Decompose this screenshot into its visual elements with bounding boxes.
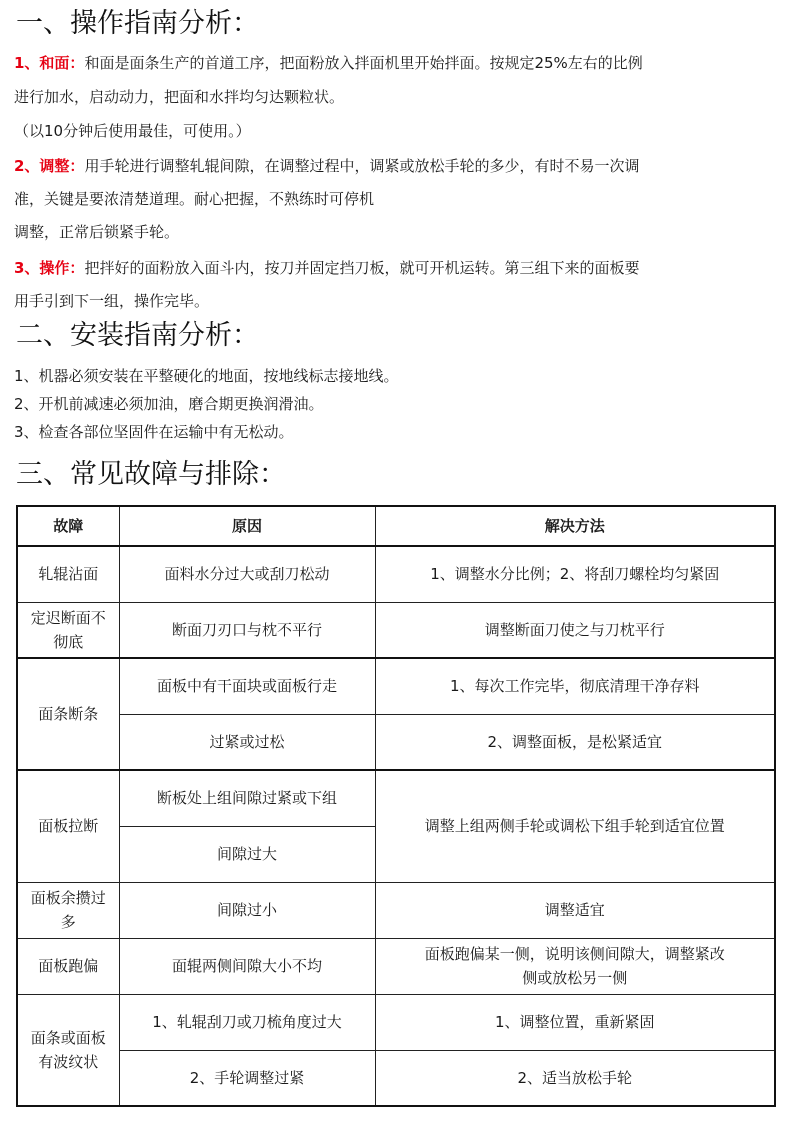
cause-cell: 间隙过小 <box>119 882 375 938</box>
cause-cell: 面板中有干面块或面板行走 <box>119 658 375 714</box>
solution-cell: 调整断面刀使之与刀枕平行 <box>375 602 775 658</box>
fault-line: 有波纹状 <box>38 1052 99 1071</box>
mixing-line-1: 和面是面条生产的首道工序，把面粉放入拌面机里开始拌面。按规定25%左右的比例 <box>84 54 643 72</box>
section-title-install: 二、安装指南分析： <box>16 320 259 351</box>
operate-line-1: 把拌好的面粉放入面斗内，按刀并固定挡刀板，就可开机运转。第三组下来的面板要 <box>84 259 640 277</box>
install-item-2: 2、开机前减速必须加油，磨合期更换润滑油。 <box>14 395 324 413</box>
cause-cell: 过紧或过松 <box>119 714 375 770</box>
fault-cell <box>17 882 119 938</box>
header-fault: 故障 <box>17 506 119 546</box>
table-row <box>17 938 775 994</box>
table-row <box>17 714 775 770</box>
fault-cell <box>17 994 119 1106</box>
label-adjust: 2、调整： <box>14 157 85 175</box>
table-row <box>17 602 775 658</box>
section-title-operation: 一、操作指南分析： <box>16 8 259 39</box>
operate-line-2: 用手引到下一组，操作完毕。 <box>14 292 210 310</box>
install-item-3: 3、检查各部位坚固件在运输中有无松动。 <box>14 423 294 441</box>
adjust-line-3: 调整，正常后锁紧手轮。 <box>14 223 180 241</box>
solution-line: 面板跑偏某一侧，说明该侧间隙大，调整紧改 <box>424 945 725 963</box>
mixing-line-2: 进行加水，启动动力，把面和水拌均匀达颗粒状。 <box>14 88 345 106</box>
label-operate: 3、操作： <box>14 259 85 277</box>
fault-cell <box>17 602 119 658</box>
fault-line: 定迟断面不 <box>30 608 106 627</box>
cause-cell: 2、手轮调整过紧 <box>119 1050 375 1106</box>
solution-cell: 调整适宜 <box>375 882 775 938</box>
paragraph-adjust <box>14 156 639 176</box>
solution-cell: 1、调整位置，重新紧固 <box>375 994 775 1050</box>
solution-line: 侧或放松另一侧 <box>522 969 628 987</box>
section-title-faults: 三、常见故障与排除： <box>16 459 286 490</box>
table-row <box>17 994 775 1050</box>
cause-cell: 面料水分过大或刮刀松动 <box>119 546 375 602</box>
cause-cell: 间隙过大 <box>119 826 375 882</box>
paragraph-operate <box>14 258 639 278</box>
table-row <box>17 546 775 602</box>
fault-cell: 面板拉断 <box>17 770 119 882</box>
solution-cell: 1、每次工作完毕，彻底清理干净存料 <box>375 658 775 714</box>
mixing-note: （以10分钟后使用最佳，可使用。） <box>14 122 251 140</box>
header-cause: 原因 <box>119 506 375 546</box>
cause-cell: 断板处上组间隙过紧或下组 <box>119 770 375 826</box>
cause-cell: 1、轧辊刮刀或刀梳角度过大 <box>119 994 375 1050</box>
solution-cell: 2、适当放松手轮 <box>375 1050 775 1106</box>
fault-cell: 面条断条 <box>17 658 119 770</box>
table-row <box>17 770 775 826</box>
fault-line: 面板余攒过 <box>30 889 106 907</box>
fault-line: 多 <box>60 913 76 931</box>
install-item-1: 1、机器必须安装在平整硬化的地面，按地线标志接地线。 <box>14 367 399 385</box>
table-row <box>17 658 775 714</box>
label-mixing: 1、和面： <box>14 54 85 72</box>
solution-cell: 1、调整水分比例；2、将刮刀螺栓均匀紧固 <box>375 546 775 602</box>
solution-cell <box>375 938 775 994</box>
fault-table <box>16 505 776 1107</box>
adjust-line-2: 准，关键是要浓清楚道理。耐心把握，不熟练时可停机 <box>14 190 375 208</box>
adjust-line-1: 用手轮进行调整轧辊间隙，在调整过程中，调紧或放松手轮的多少，有时不易一次调 <box>84 157 640 175</box>
fault-cell: 轧辊沾面 <box>17 546 119 602</box>
fault-cell: 面板跑偏 <box>17 938 119 994</box>
solution-cell: 调整上组两侧手轮或调松下组手轮到适宜位置 <box>375 770 775 882</box>
solution-cell: 2、调整面板，是松紧适宜 <box>375 714 775 770</box>
table-row <box>17 1050 775 1106</box>
paragraph-mixing <box>14 53 643 73</box>
cause-cell: 面辊两侧间隙大小不均 <box>119 938 375 994</box>
fault-line: 面条或面板 <box>30 1028 106 1047</box>
fault-line: 彻底 <box>53 632 84 651</box>
cause-cell: 断面刀刃口与枕不平行 <box>119 602 375 658</box>
header-solution: 解决方法 <box>375 506 775 546</box>
table-row <box>17 882 775 938</box>
